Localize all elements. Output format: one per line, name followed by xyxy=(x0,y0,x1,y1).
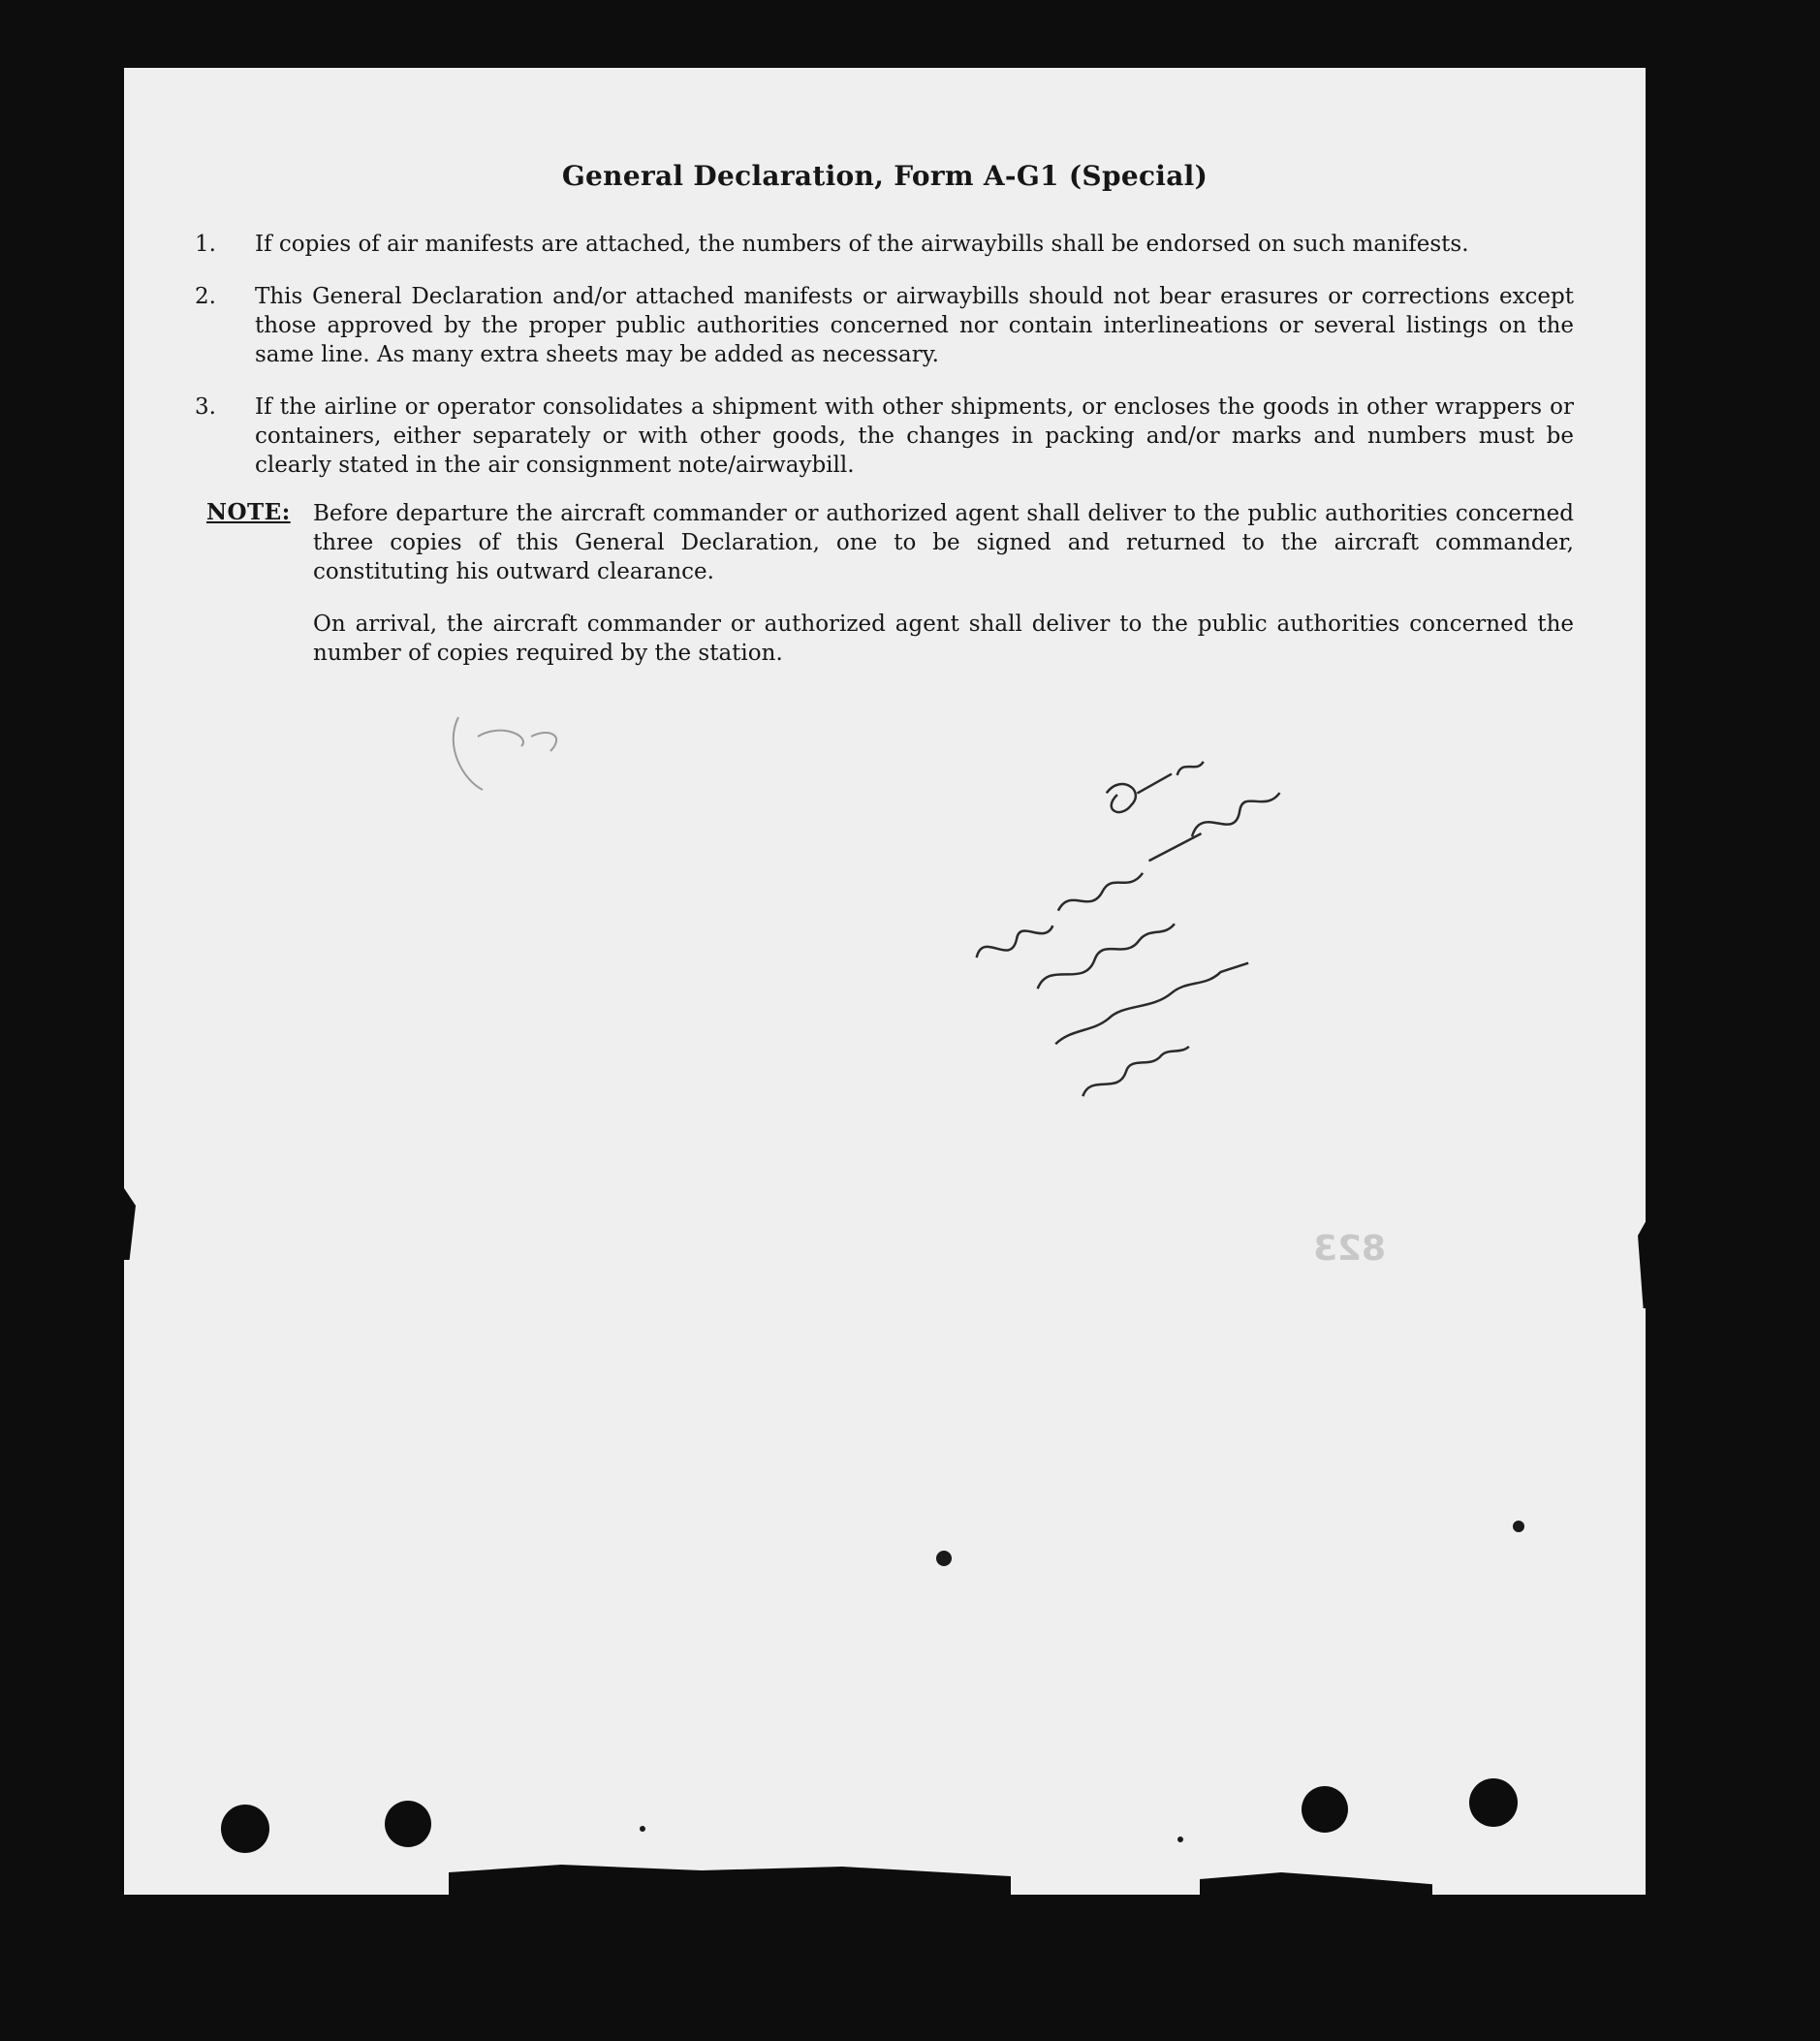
faint-pencil-mark xyxy=(454,717,556,790)
item-3-text: If the airline or operator consolidates a shipment with other shipments, or encloses the goods in other wrappers or containers, either separately or with other goods, the changes in packing and/or marks and numbers must be clearly stated in the air consignment note/airwaybill. xyxy=(255,394,1574,478)
note-paragraph-1: Before departure the aircraft commander or authorized agent shall deliver to the public authorities concerned three copies of this General Declaration, one to be signed and returned to the aircraft commander, constituting his outward clearance. xyxy=(313,501,1574,584)
item-2-number: 2. xyxy=(195,284,216,309)
item-3-number: 3. xyxy=(195,394,216,420)
bleed-through-number: 823 xyxy=(1312,1229,1386,1269)
note-paragraph-2: On arrival, the aircraft commander or authorized agent shall deliver to the public authorities concerned the number of copies required by the station. xyxy=(313,612,1574,666)
handwritten-annotations xyxy=(124,68,1646,1895)
note-label: NOTE: xyxy=(206,499,291,525)
item-2-text: This General Declaration and/or attached manifests or airwaybills should not bear erasures or corrections except those approved by the proper public authorities concerned nor contain interlineations or several listings on the same line. As many extra sheets may be added as necessary. xyxy=(255,284,1574,367)
punch-holes xyxy=(221,1778,1518,1853)
handwritten-signature xyxy=(939,738,1350,1114)
document-page xyxy=(124,68,1646,1895)
punch-hole xyxy=(1302,1786,1348,1833)
item-1-text: If copies of air manifests are attached, the numbers of the airwaybills shall be endorsed on such manifests. xyxy=(255,232,1469,257)
document-title: General Declaration, Form A-G1 (Special) xyxy=(561,160,1208,192)
item-1-number: 1. xyxy=(195,232,216,257)
punch-hole xyxy=(221,1805,269,1853)
ink-specks xyxy=(640,1521,1524,1842)
punch-hole xyxy=(385,1801,431,1847)
punch-hole xyxy=(1469,1778,1518,1827)
